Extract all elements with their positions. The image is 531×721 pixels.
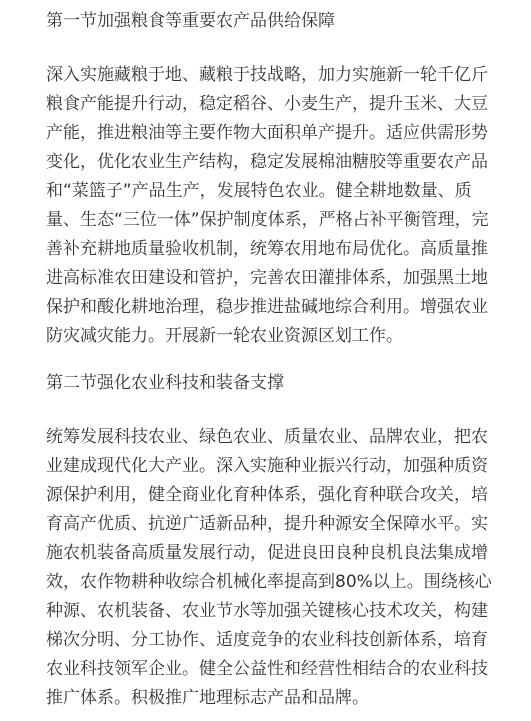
paragraph-line: 防灾减灾能力。开展新一轮农业资源区划工作。 xyxy=(46,326,403,346)
paragraph-line: 产能，推进粮油等主要作物大面积单产提升。适应供需形势 xyxy=(46,123,488,143)
paragraph-line: 进高标准农田建设和管护，完善农田灌排体系，加强黑土地 xyxy=(46,268,488,288)
section-paragraph-1 xyxy=(46,61,489,351)
paragraph-line: 梯次分明、分工协作、适度竞争的农业科技创新体系，培育 xyxy=(46,630,488,650)
paragraph-line: 和“菜篮子”产品生产，发展特色农业。健全耕地数量、质 xyxy=(46,181,472,201)
paragraph-line: 变化，优化农业生产结构，稳定发展棉油糖胶等重要农产品 xyxy=(46,152,488,172)
paragraph-line: 量、生态“三位一体”保护制度体系，严格占补平衡管理，完 xyxy=(46,210,489,230)
paragraph-line: 深入实施藏粮于地、藏粮于技战略，加力实施新一轮千亿斤 xyxy=(46,65,488,85)
paragraph-line: 推广体系。积极推广地理标志产品和品牌。 xyxy=(46,688,369,708)
paragraph-line: 育高产优质、抗逆广适新品种，提升种源安全保障水平。实 xyxy=(46,514,488,534)
paragraph-line: 施农机装备高质量发展行动，促进良田良种良机良法集成增 xyxy=(46,543,488,563)
section-paragraph-2 xyxy=(46,423,492,713)
paragraph-line: 种源、农机装备、农业节水等加强关键核心技术攻关，构建 xyxy=(46,601,488,621)
paragraph-line: 源保护利用，健全商业化育种体系，强化育种联合攻关，培 xyxy=(46,485,488,505)
paragraph-line: 效，农作物耕种收综合机械化率提高到80%以上。围绕核心 xyxy=(46,572,492,592)
section-heading-2: 第二节强化农业科技和装备支撑 xyxy=(46,373,284,393)
paragraph-line: 保护和酸化耕地治理，稳步推进盐碱地综合利用。增强农业 xyxy=(46,297,488,317)
paragraph-line: 统筹发展科技农业、绿色农业、质量农业、品牌农业，把农 xyxy=(46,427,488,447)
paragraph-line: 善补充耕地质量验收机制，统筹农用地布局优化。高质量推 xyxy=(46,239,488,259)
paragraph-line: 业建成现代化大产业。深入实施种业振兴行动，加强种质资 xyxy=(46,456,488,476)
paragraph-line: 农业科技领军企业。健全公益性和经营性相结合的农业科技 xyxy=(46,659,488,679)
paragraph-line: 粮食产能提升行动，稳定稻谷、小麦生产，提升玉米、大豆 xyxy=(46,94,488,114)
section-heading-1: 第一节加强粮食等重要农产品供给保障 xyxy=(46,11,335,31)
